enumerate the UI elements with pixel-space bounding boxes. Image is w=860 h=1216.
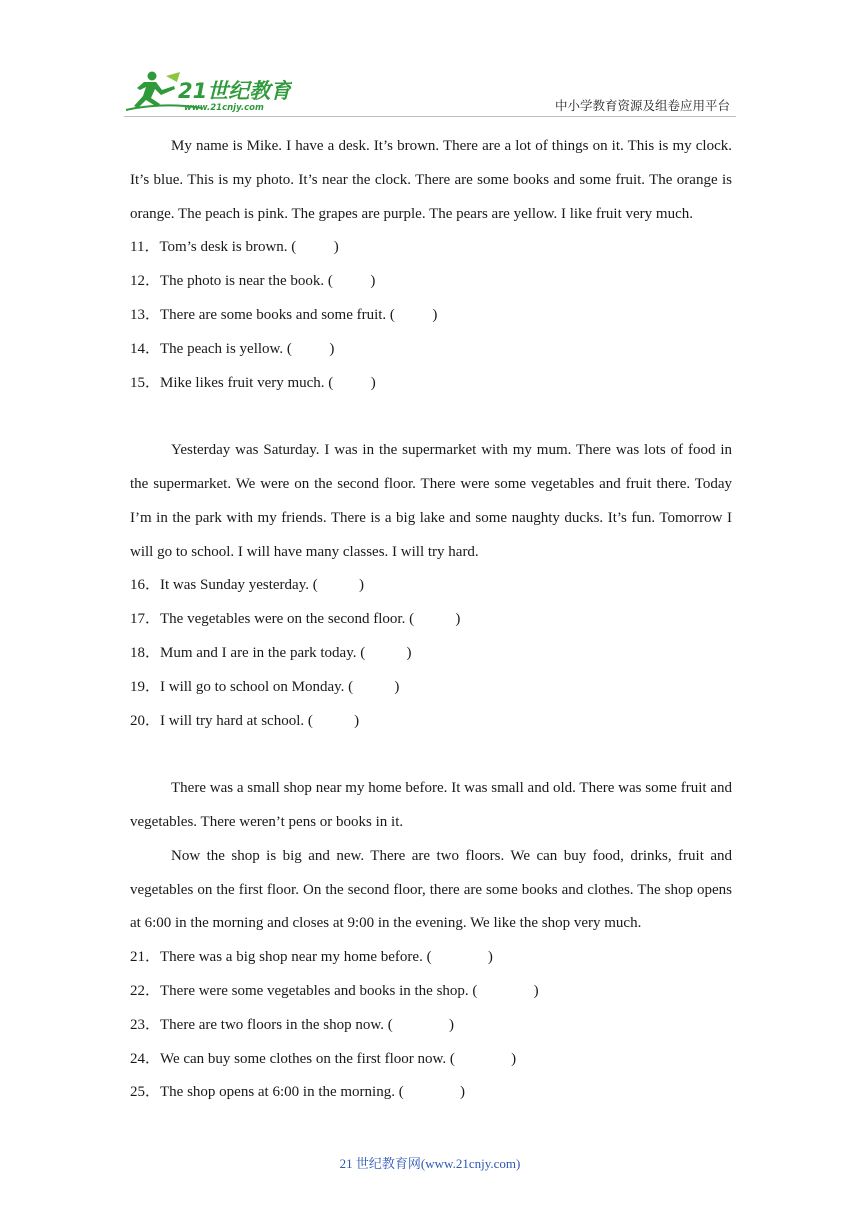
page-header	[0, 0, 860, 118]
header-divider	[124, 116, 736, 117]
question-item: 23．There are two floors in the shop now. ( )	[130, 1016, 454, 1033]
svg-text:21世纪教育: 21世纪教育	[178, 79, 292, 103]
question-item: 18．Mum and I are in the park today. ( )	[130, 644, 412, 661]
question-item: 15．Mike likes fruit very much. ( )	[130, 374, 376, 391]
passage-paragraph: There was a small shop near my home before. It was small and old. There was some fruit and vegetables. There weren’t pens or books in it.	[130, 780, 732, 830]
section-spacer	[130, 738, 732, 772]
reading-section-2	[130, 434, 732, 738]
question-item: 25．The shop opens at 6:00 in the morning. ( )	[130, 1084, 465, 1101]
question-item: 13．There are some books and some fruit. ( )	[130, 306, 438, 323]
passage-paragraph: My name is Mike. I have a desk. It’s brown. There are a lot of things on it. This is my clock. It’s blue. This is my photo. It’s near the clock. There are some books and some fruit. The orange is orange. The peach is pink. The grapes are purple. The pears are yellow. I like fruit very much.	[130, 138, 732, 222]
question-item: 17．The vegetables were on the second floor. ( )	[130, 611, 461, 628]
section-spacer	[130, 400, 732, 434]
question-item: 20．I will try hard at school. ( )	[130, 712, 360, 729]
header-platform-title: 中小学教育资源及组卷应用平台	[554, 98, 730, 113]
reading-section-1	[130, 130, 732, 400]
passage-paragraph: Now the shop is big and new. There are two floors. We can buy food, drinks, fruit and vegetables on the first floor. On the second floor, there are some books and clothes. The shop opens at 6:00 in the morning and closes at 9:00 in the evening. We like the shop very much.	[130, 847, 732, 932]
reading-section-3	[130, 772, 732, 1110]
question-item: 16．It was Sunday yesterday. ( )	[130, 577, 364, 594]
question-item: 14．The peach is yellow. ( )	[130, 340, 335, 357]
site-logo	[122, 68, 292, 114]
question-item: 21．There was a big shop near my home before. ( )	[130, 949, 493, 966]
question-item: 24．We can buy some clothes on the first floor now. ( )	[130, 1050, 517, 1067]
question-item: 19．I will go to school on Monday. ( )	[130, 678, 400, 695]
document-body	[130, 130, 732, 1110]
question-item: 11．Tom’s desk is brown. ( )	[130, 239, 339, 256]
page-footer: 21 世纪教育网(www.21cnjy.com)	[339, 1156, 521, 1171]
question-item: 12．The photo is near the book. ( )	[130, 273, 376, 290]
question-item: 22．There were some vegetables and books in the shop. ( )	[130, 982, 539, 999]
svg-text:www.21cnjy.com: www.21cnjy.com	[184, 103, 264, 113]
passage-paragraph: Yesterday was Saturday. I was in the supermarket with my mum. There was lots of food in the supermarket. We were on the second floor. There were some vegetables and fruit there. Today I’m in the park with my friends. There is a big lake and some naughty ducks. It’s fun. Tomorrow I will go to school. I will have many classes. I will try hard.	[130, 442, 732, 560]
